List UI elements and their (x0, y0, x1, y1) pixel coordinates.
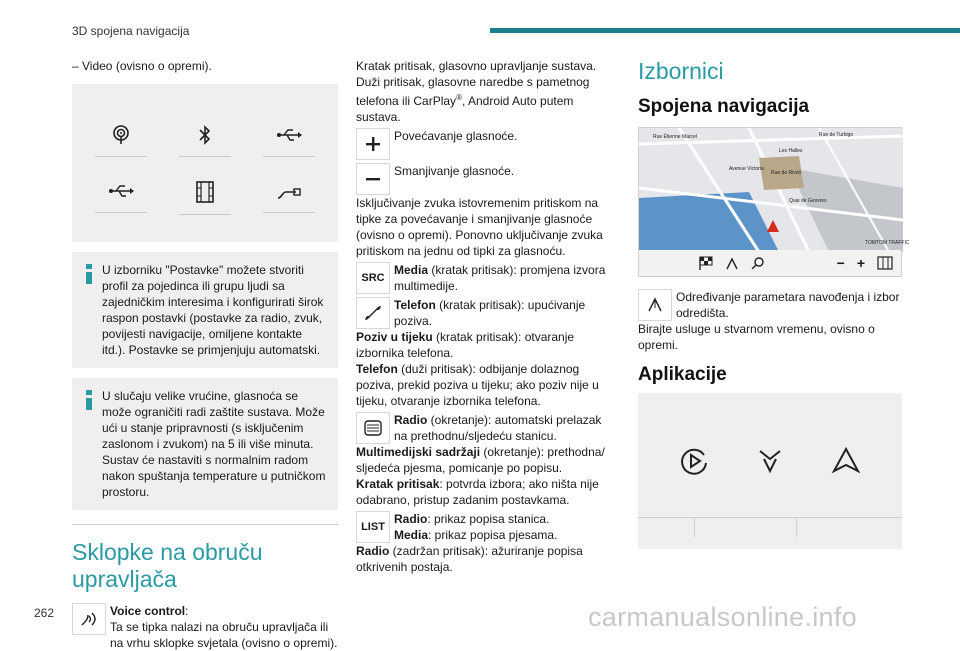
multi-bold: Multimedijski sadržaji (356, 445, 481, 459)
list-radio-bold: Radio (394, 512, 428, 526)
apps-title: Aplikacije (638, 364, 727, 385)
page-number: 262 (34, 606, 55, 620)
voice-title: Voice control (110, 604, 186, 618)
intro-reg: ® (456, 93, 462, 102)
list-media-bold: Media (394, 528, 429, 542)
tel-bold: Telefon (394, 298, 436, 312)
nav-title: Spojena navigacija (638, 96, 810, 117)
long-radio-text: (zadržan pritisak): ažuriranje popisa otkrivenih postaja. (356, 544, 583, 574)
column-right (638, 58, 910, 549)
tel2-bold: Telefon (356, 362, 398, 376)
nav-settings-button (638, 289, 672, 321)
nav-map-screenshot (638, 127, 910, 277)
video-line: – Video (ovisno o opremi). (72, 59, 212, 73)
android-auto-icon (830, 445, 862, 477)
play-circle-icon (678, 445, 710, 477)
usb-icon (108, 180, 134, 202)
map-label: TOMTOM TRAFFIC (865, 240, 910, 246)
tel-text: (kratak pritisak): upućivanje poziva. (394, 298, 586, 328)
list-radio-text: : prikaz popisa stanica. (427, 512, 550, 526)
column-middle (356, 58, 614, 575)
volume-down-rest: Isključivanje zvuka istovremenim pritiskom na tipke za povećavanje i smanjivanje glasnoće (ovisno o opremi). Ponovno uključivanje zvuka pritiskom na jednu od tipki za glasnoću. (356, 196, 603, 258)
map-image (639, 128, 910, 252)
bluetooth-icon (194, 124, 216, 146)
tel2-line (356, 361, 614, 409)
phone-button (356, 297, 390, 329)
volume-up-text: Povećavanje glasnoće. (394, 129, 518, 143)
section-title-steering: Sklopke na obruču upravljača (72, 539, 263, 592)
section-title-menus: Izbornici (638, 58, 724, 84)
src-bold: Media (394, 263, 429, 277)
call-text: (kratak pritisak): otvaranje izbornika telefona. (356, 330, 575, 360)
cable-icon (276, 180, 302, 202)
minus-icon (365, 171, 381, 187)
column-left (72, 58, 338, 651)
flag-icon (699, 256, 713, 270)
info-box-profiles (72, 252, 338, 368)
volume-up-button (356, 128, 390, 160)
intro-text (356, 58, 614, 125)
long-radio-line (356, 543, 614, 575)
watermark: carmanualsonline.info (588, 602, 857, 632)
voice-icon (78, 609, 100, 629)
list-media-text: : prikaz popisa pjesama. (428, 528, 558, 542)
header-accent-bar (490, 28, 960, 33)
divider (694, 517, 695, 537)
divider (796, 517, 797, 537)
list-label: LIST (361, 521, 385, 533)
voice-text: Ta se tipka nalazi na obruču upravljača ili na vrhu sklopke svjetala (ovisno o opremi). (110, 620, 338, 650)
podcast-icon (110, 124, 132, 146)
zoom-out-label: − (836, 255, 845, 271)
map-label: Les Halles (779, 148, 803, 154)
info-icon (86, 390, 92, 410)
short-line (356, 476, 614, 508)
voice-colon: : (185, 604, 189, 618)
thumbwheel-button (356, 412, 390, 444)
zoom-in-label: + (856, 255, 865, 271)
map-label: Rue de Turbigo (819, 132, 854, 138)
usb-icon (276, 124, 302, 146)
thumbwheel-icon (363, 418, 383, 438)
call-bold: Poziv u tijeku (356, 330, 433, 344)
radio-text: (okretanje): automatski prelazak na prethodnu/sljedeću stanicu. (394, 413, 602, 443)
src-text: (kratak pritisak): promjena izvora multimedije. (394, 263, 606, 293)
brand-app-icon (754, 445, 786, 477)
tel2-text: (duži pritisak): odbijanje dolaznog poziva, prekid poziva u tijeku; ako poziv nije u tijeku, otvaranje izbornika telefona. (356, 362, 599, 408)
nav-text-a: Određivanje parametara navođenja i izbor odredišta. (676, 290, 900, 320)
map-label: Avenue Victoria (729, 166, 764, 172)
phone-icon (363, 303, 383, 323)
video-icon (194, 180, 216, 204)
search-icon (751, 256, 765, 270)
src-button (356, 262, 390, 294)
info-box-heat (72, 378, 338, 510)
divider (72, 524, 338, 525)
short-bold: Kratak pritisak (356, 477, 440, 491)
long-radio-bold: Radio (356, 544, 390, 558)
intro-a: Kratak pritisak, glasovno upravljanje sustava. Duži pritisak, glasovne naredbe s pametnog telefona ili CarPlay (356, 59, 597, 108)
divider (638, 517, 902, 518)
src-label: SRC (361, 272, 385, 284)
radio-bold: Radio (394, 413, 428, 427)
map-toolbar (639, 250, 901, 276)
source-icons-panel (72, 84, 338, 242)
nav-text-b: Birajte usluge u stvarnom vremenu, ovisno o opremi. (638, 322, 875, 352)
info-text: U slučaju velike vrućine, glasnoća se može ograničiti radi zaštite sustava. Može ući u stanje pripravnosti (s isključenim zaslonom i zvukom) na 5 ili više minuta. Sustav će nastaviti s normalnim radom nakon spuštanja temperature u putničkom prostoru. (102, 389, 326, 499)
intro-b: , Android Auto putem sustava. (356, 94, 574, 124)
multi-text: (okretanje): prethodna/ sljedeća pjesma, pomicanje po popisu. (356, 445, 605, 475)
info-icon (86, 264, 92, 284)
volume-down-button (356, 163, 390, 195)
info-text: U izborniku "Postavke" možete stvoriti profil za pojedinca ili grupu ljudi sa zajedničkim interesima i konfigurirati širok raspon postavki (postavke za radio, zvuk, povijesti navigacije, omiljene kontakte itd.). Postavke se primjenjuju automatski. (102, 263, 324, 357)
nav-settings-icon (725, 256, 739, 270)
multi-line (356, 444, 614, 476)
map-layers-icon (877, 256, 893, 270)
map-label: Quai de Gesvres (789, 198, 827, 204)
map-label: Rue Étienne Marcel (653, 134, 697, 140)
nav-settings-icon (646, 296, 664, 314)
map-label: Rue de Rivoli (771, 170, 801, 176)
running-header: 3D spojena navigacija (72, 24, 190, 38)
volume-down-text: Smanjivanje glasnoće. (394, 164, 515, 178)
apps-panel (638, 393, 902, 549)
short-text: : potvrda izbora; ako ništa nije odabrano, pristup zadanim postavkama. (356, 477, 599, 507)
list-button (356, 511, 390, 543)
call-line (356, 329, 614, 361)
voice-control-button (72, 603, 106, 635)
plus-icon (365, 136, 381, 152)
